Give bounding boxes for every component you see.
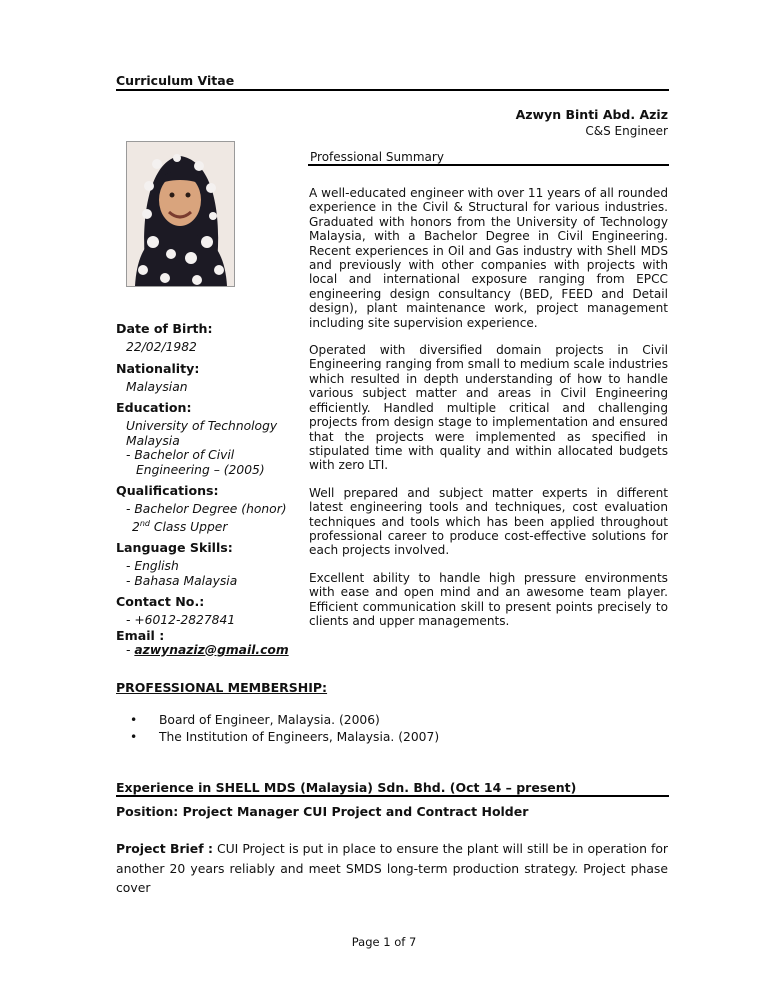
title-divider — [116, 89, 669, 91]
nationality-value: Malaysian — [126, 379, 188, 394]
project-brief-label: Project Brief : — [116, 841, 213, 856]
candidate-role: C&S Engineer — [585, 124, 668, 138]
education-school: University of Technology Malaysia — [126, 419, 278, 448]
experience-heading: Experience in SHELL MDS (Malaysia) Sdn. Bhd. (Oct 14 – present) — [116, 780, 577, 795]
qualification-degree: - Bachelor Degree (honor) — [126, 502, 287, 516]
summary-paragraph-4: Excellent ability to handle high pressure environments with ease and open mind and an awesome team player. Efficient communication skill to present points precisely to clients and upper managements. — [309, 570, 668, 628]
education-degree-line2: Engineering – (2005) — [136, 462, 265, 477]
qualification-class-number: 2 — [132, 519, 140, 534]
education-degree-line1: - Bachelor of Civil — [126, 448, 235, 462]
email-label: Email : — [116, 627, 165, 643]
page-number: Page 1 of 7 — [351, 935, 417, 949]
summary-heading: Professional Summary — [310, 150, 444, 164]
contact-label: Contact No.: — [116, 594, 205, 610]
membership-item: • The Institution of Engineers, Malaysia. (2007) — [130, 729, 439, 746]
dob-label: Date of Birth: — [116, 321, 213, 336]
dob-value: 22/02/1982 — [126, 340, 197, 354]
language-item: - Bahasa Malaysia — [126, 573, 238, 588]
summary-paragraph-3: Well prepared and subject matter experts in different latest engineering tools and techniques, cost evaluation techniques and tools which has been applied throughout professional career to produce cost-effective solutions for each projects involved. — [309, 485, 668, 558]
candidate-name: Azwyn Binti Abd. Aziz — [515, 107, 668, 122]
email-prefix: - — [126, 642, 135, 657]
nationality-label: Nationality: — [116, 360, 200, 376]
qualifications-label: Qualifications: — [116, 483, 219, 498]
position-heading: Position: Project Manager CUI Project and Contract Holder — [116, 804, 529, 819]
membership-heading: PROFESSIONAL MEMBERSHIP: — [116, 680, 328, 695]
project-brief — [116, 839, 668, 898]
membership-list — [130, 712, 439, 746]
contact-value: - +6012-2827841 — [126, 613, 236, 628]
email-link[interactable]: azwynaziz@gmail.com — [134, 642, 289, 657]
language-label: Language Skills: — [116, 540, 233, 556]
email-line — [116, 643, 296, 658]
experience-divider — [116, 795, 669, 797]
document-title: Curriculum Vitae — [116, 73, 235, 88]
profile-photo-image — [127, 142, 234, 286]
summary-paragraph-2: Operated with diversified domain projects in Civil Engineering ranging from small to medium scale industries which resulted in depth understanding of how to handle various subject matter and areas in Civil Engineering efficiently. Handled multiple critical and challenging projects from design stage to implementation and ensured that the projects were implemented as specified in stipulated time with quality and within allocated budgets with zero LTI. — [309, 343, 668, 473]
qualification-class-text: Class Upper — [149, 519, 228, 534]
summary-divider — [308, 164, 669, 166]
language-item: - English — [126, 559, 179, 574]
personal-details — [116, 321, 296, 657]
summary-paragraph-1: A well-educated engineer with over 11 years of all rounded experience in the Civil & Structural for various industries. Graduated with honors from the University of Technology Malaysia, with a Bachelor Degree in Civil Engineering. Recent experiences in Oil and Gas industry with Shell MDS and previously with other companies with projects with local and international exposure ranging from EPCC engineering design consultancy (BED, FEED and Detail design), plant maintenance work, project management including site supervision experience. — [309, 186, 668, 330]
profile-photo — [126, 141, 235, 287]
membership-item: • Board of Engineer, Malaysia. (2006) — [130, 712, 439, 729]
education-label: Education: — [116, 400, 192, 415]
qualification-class — [116, 517, 296, 535]
qualification-class-suffix: nd — [139, 518, 150, 528]
professional-summary — [309, 186, 668, 641]
project-brief-text: CUI Project is put in place to ensure the plant will still be in operation for another 20 years reliably and meet SMDS long-term production strategy. Project phase cover — [116, 841, 668, 895]
